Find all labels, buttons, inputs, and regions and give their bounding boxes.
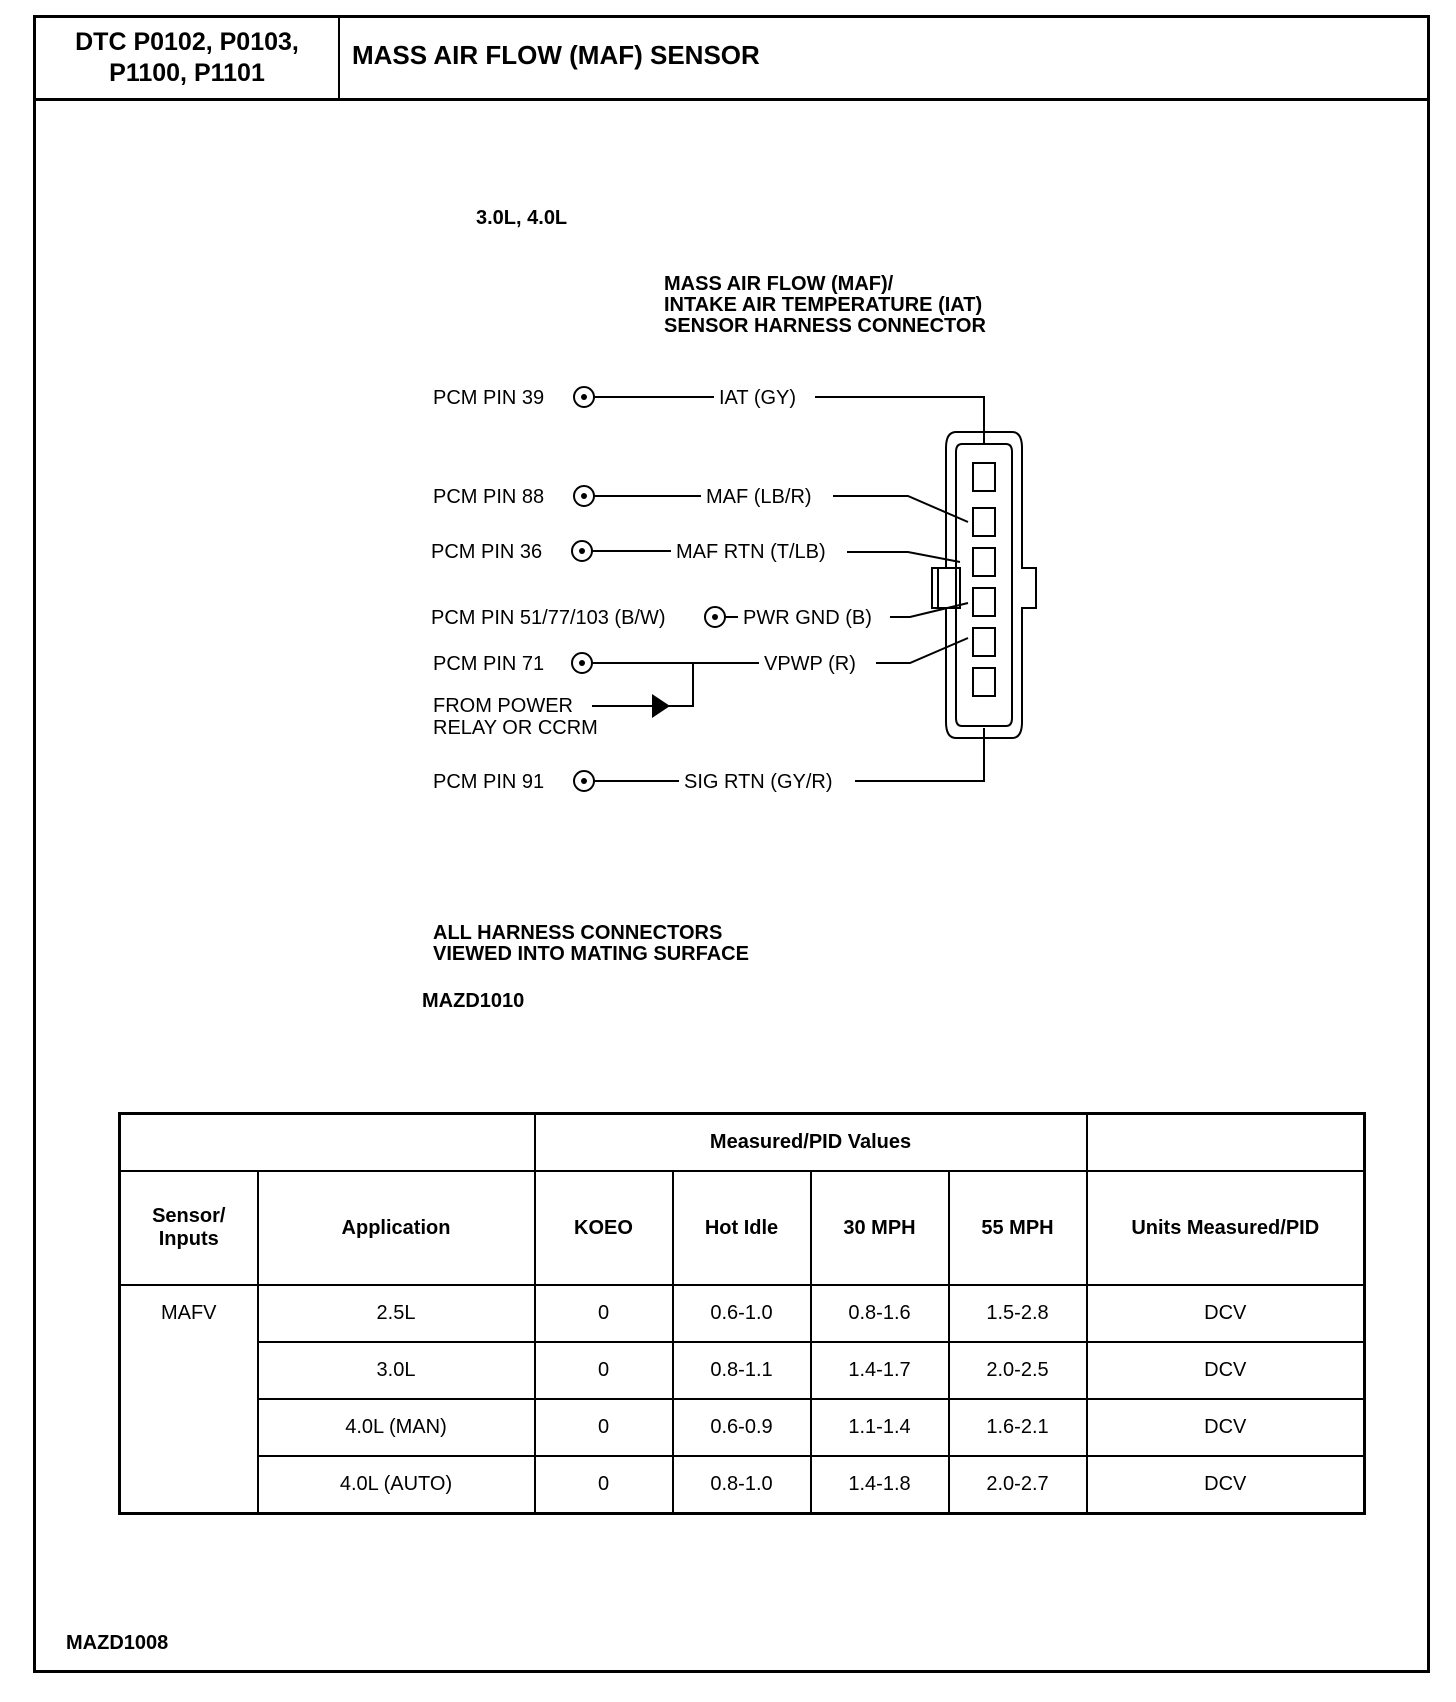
connector-title [664,273,986,337]
mph30-cell: 0.8-1.6 [811,1285,949,1342]
wires [592,397,984,781]
mph55-cell: 2.0-2.5 [949,1342,1087,1399]
figure-code: MAZD1010 [422,990,525,1012]
table-header-row [120,1171,1365,1285]
mph55-cell: 1.6-2.1 [949,1399,1087,1456]
pcm-pin-label: PCM PIN 39 [433,387,545,409]
terminal-dots [579,394,718,784]
dtc-line-2: P1100, P1101 [109,59,265,87]
circuit-label: SIG RTN (GY/R) [684,771,833,793]
pcm-labels [431,387,666,793]
connector-pin [973,508,995,536]
mph30-cell: 1.4-1.8 [811,1456,949,1514]
connector-title-line-3: SENSOR HARNESS CONNECTOR [664,315,986,337]
circuit-label: PWR GND (B) [743,607,872,629]
terminal-dot [579,660,585,666]
column-header: 30 MPH [811,1171,949,1285]
circuit-label: IAT (GY) [719,387,797,409]
connector-pin [973,548,995,576]
pcm-pin-label: PCM PIN 91 [433,771,545,793]
hot-idle-cell: 0.6-0.9 [673,1399,811,1456]
column-header: KOEO [535,1171,673,1285]
hot-idle-cell: 0.8-1.0 [673,1456,811,1514]
mph55-cell: 2.0-2.7 [949,1456,1087,1514]
connector-shell [932,432,1036,738]
table-cell [1087,1114,1365,1172]
terminal-dot [581,493,587,499]
column-header: Hot Idle [673,1171,811,1285]
terminal-dot [579,548,585,554]
note-line-2: VIEWED INTO MATING SURFACE [433,943,749,965]
group-header: Measured/PID Values [535,1114,1087,1172]
wire-mafrtn-right [847,552,960,562]
engine-label: 3.0L, 4.0L [476,207,568,229]
note-line-1: ALL HARNESS CONNECTORS [433,922,723,944]
connector-pin [973,668,995,696]
connector-pin [973,588,995,616]
koeo-cell: 0 [535,1399,673,1456]
units-cell: DCV [1087,1342,1365,1399]
table-row [120,1285,1365,1342]
arrow-icon [652,694,670,718]
table-row [120,1456,1365,1514]
terminal-dot [712,614,718,620]
application-cell: 2.5L [258,1285,535,1342]
viewing-note [433,922,749,965]
application-cell: 3.0L [258,1342,535,1399]
connector-inner [956,444,1012,726]
pcm-pin-label: PCM PIN 88 [433,486,545,508]
table-row [120,1342,1365,1399]
hot-idle-cell: 0.8-1.1 [673,1342,811,1399]
terminal-dot [581,394,587,400]
wire-vpwp-right [876,638,968,663]
wire-maf-right [833,496,968,522]
pcm-pin-label: PCM PIN 36 [431,541,543,563]
column-header: 55 MPH [949,1171,1087,1285]
pcm-pin-label: PCM PIN 71 [433,653,545,675]
terminal-dot [581,778,587,784]
application-cell: 4.0L (MAN) [258,1399,535,1456]
footer-figure-code: MAZD1008 [66,1632,169,1654]
wire-iat-right [815,397,984,445]
pid-values-table [118,1112,1366,1515]
units-cell: DCV [1087,1285,1365,1342]
koeo-cell: 0 [535,1456,673,1514]
wire-power-relay [592,663,693,706]
koeo-cell: 0 [535,1285,673,1342]
mph55-cell: 1.5-2.8 [949,1285,1087,1342]
table-row [120,1399,1365,1456]
circuit-label: VPWP (R) [764,653,856,675]
wire-sigrtn-right [855,728,984,781]
units-cell: DCV [1087,1456,1365,1514]
table-cell [120,1114,535,1172]
page-title: MASS AIR FLOW (MAF) SENSOR [352,40,760,70]
column-header: Units Measured/PID [1087,1171,1365,1285]
units-cell: DCV [1087,1399,1365,1456]
circuit-label: MAF (LB/R) [706,486,812,508]
circuit-labels [676,387,872,793]
connector-title-line-2: INTAKE AIR TEMPERATURE (IAT) [664,294,983,316]
circuit-label: MAF RTN (T/LB) [676,541,826,563]
application-cell: 4.0L (AUTO) [258,1456,535,1514]
harness-connector [932,432,1036,738]
table-group-header-row [120,1114,1365,1172]
connector-title-line-1: MASS AIR FLOW (MAF)/ [664,273,894,295]
connector-pin [973,463,995,491]
power-source-line-2: RELAY OR CCRM [433,717,598,739]
dtc-line-1: DTC P0102, P0103, [75,28,299,56]
sensor-cell: MAFV [120,1285,258,1514]
hot-idle-cell: 0.6-1.0 [673,1285,811,1342]
koeo-cell: 0 [535,1342,673,1399]
column-header: Sensor/ Inputs [120,1171,258,1285]
mph30-cell: 1.1-1.4 [811,1399,949,1456]
column-header: Application [258,1171,535,1285]
power-source-line-1: FROM POWER [433,695,573,717]
pcm-pin-label: PCM PIN 51/77/103 (B/W) [431,607,666,629]
connector-pin [973,628,995,656]
mph30-cell: 1.4-1.7 [811,1342,949,1399]
